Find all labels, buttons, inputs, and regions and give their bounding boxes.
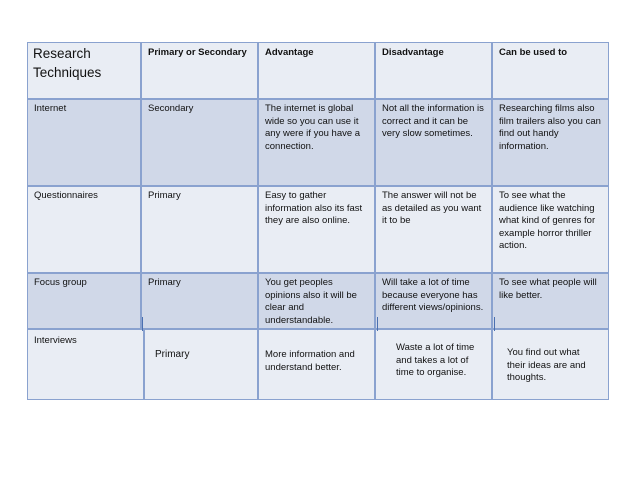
border-mark: [377, 317, 378, 331]
header-can-be-used-to: Can be used to: [492, 42, 609, 99]
cell-technique: Questionnaires: [27, 186, 141, 273]
cell-technique: Interviews: [27, 329, 144, 400]
cell-use: To see what people will like better.: [492, 273, 609, 329]
cell-disadvantage: Not all the information is correct and it can be very slow sometimes.: [375, 99, 492, 186]
cell-advantage: You get peoples opinions also it will be clear and understandable.: [258, 273, 375, 329]
cell-advantage: Easy to gather information also its fast they are also online.: [258, 186, 375, 273]
cell-use: To see what the audience like watching what kind of genres for example horror thriller action.: [492, 186, 609, 273]
cell-technique: Focus group: [27, 273, 141, 329]
research-techniques-table: [27, 42, 609, 400]
border-mark: [142, 317, 143, 331]
cell-type: Primary: [141, 186, 258, 273]
header-primary-secondary: Primary or Secondary: [141, 42, 258, 99]
cell-disadvantage: The answer will not be as detailed as you want it to be: [375, 186, 492, 273]
border-mark: [494, 317, 495, 331]
header-disadvantage: Disadvantage: [375, 42, 492, 99]
cell-use: Researching films also film trailers also you can find out handy information.: [492, 99, 609, 186]
header-research-techniques: Research Techniques: [27, 42, 141, 99]
cell-type: Primary: [144, 329, 258, 400]
cell-advantage: More information and understand better.: [258, 329, 375, 400]
header-advantage: Advantage: [258, 42, 375, 99]
cell-disadvantage: Will take a lot of time because everyone has different views/opinions.: [375, 273, 492, 329]
cell-use: You find out what their ideas are and thoughts.: [492, 329, 609, 400]
cell-type: Secondary: [141, 99, 258, 186]
cell-type: Primary: [141, 273, 258, 329]
cell-advantage: The internet is global wide so you can use it any were if you have a connection.: [258, 99, 375, 186]
cell-disadvantage: Waste a lot of time and takes a lot of time to organise.: [375, 329, 492, 400]
cell-technique: Internet: [27, 99, 141, 186]
